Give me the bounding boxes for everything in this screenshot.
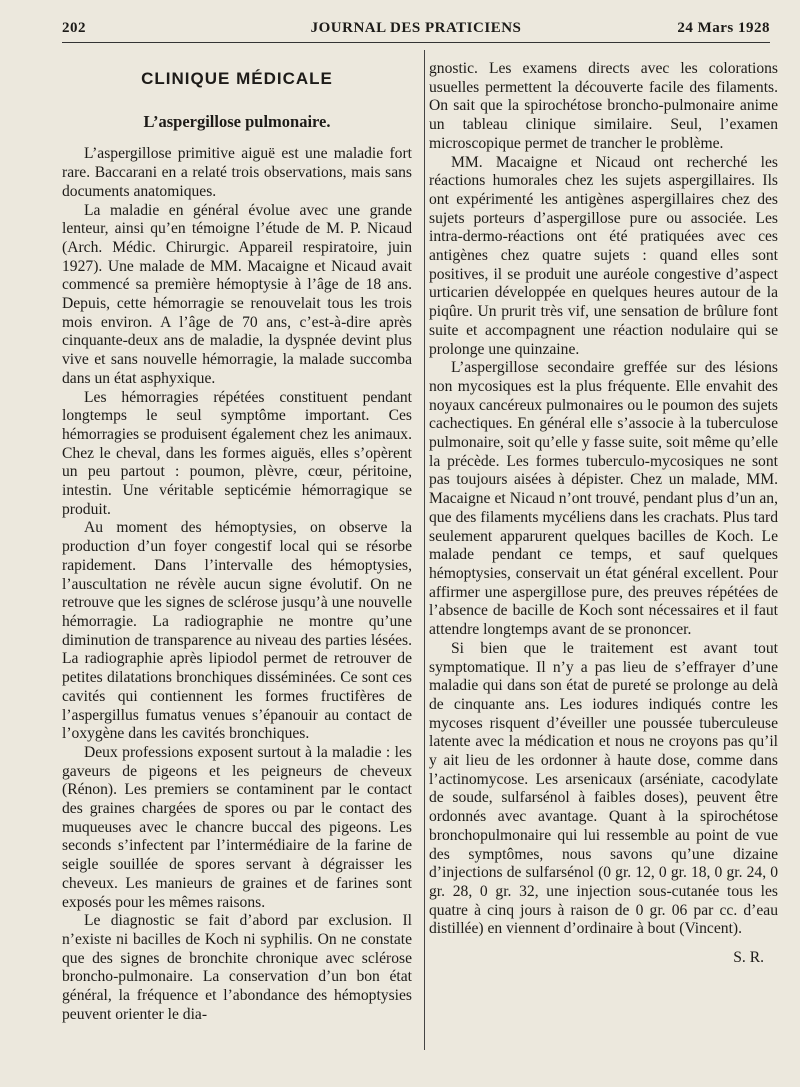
author-signature: S. R. (733, 949, 764, 967)
journal-title: JOURNAL DES PRATICIENS (310, 20, 522, 36)
column-divider (424, 50, 425, 1050)
page-number: 202 (62, 20, 86, 36)
paragraph-10: Si bien que le traitement est avant tout symptomatique. Il n’y a pas lieu de s’effrayer d’une maladie qui dans son état de pureté se prolonge au delà de cinquante ans. Les iodures indiqués contre les mycoses risquent d’éveiller une poussée tuberculeuse latente avec la médication et nous ne croyons pas qu’il y ait lieu de les ordonner à haute dose, comme dans l’actinomycose. Les arsenicaux (arséniate, cacodylate de soude, sulfarsénol à faibles doses), peuvent être ordonnés avec avantage. Quant à la spirochétose bronchopulmonaire qui lui ressemble au point de vue des symptômes, nous savons qu’une dizaine d’injections de sulfarsénol (0 gr. 12, 0 gr. 18, 0 gr. 24, 0 gr. 28, 0 gr. 32, une injection sous-cutanée tous les quatre à cinq jours à raison de 0 gr. 06 par cc. d’eau distillée) en viennent d’ordinaire à bout (Vincent). (429, 639, 778, 938)
paragraph-5: Deux professions exposent surtout à la maladie : les gaveurs de pigeons et les peigneurs de cheveux (Rénon). Les premiers se contaminent par le contact des graines chargées de spores ou par le contact des muqueuses avec le chancre buccal des pigeons. Les seconds s’infectent par l’intermédiaire de la farine de seigle souillée de spores servant à dégraisser les cheveux. Les manieurs de graines et de farines sont exposés pour les mêmes raisons. (62, 743, 412, 911)
right-column (429, 60, 778, 968)
paragraph-6: Le diagnostic se fait d’abord par exclusion. Il n’existe ni bacilles de Koch ni syphilis. On ne constate que des signes de bronchite chronique avec sclérose broncho-pulmonaire. La conservation d’un bon état général, la fréquence et l’abondance des hémoptysies peuvent orienter le dia- (62, 912, 412, 1023)
paragraph-2: La maladie en général évolue avec une grande lenteur, ainsi qu’en témoigne l’étude de M. P. Nicaud (Arch. Médic. Chirurgic. Appareil respiratoire, juin 1927). Une malade de MM. Macaigne et Nicaud avait commencé sa première hémoptysie à l’âge de 18 ans. Depuis, cette hémorragie se renouvelait tous les trois mois environ. A l’âge de 70 ans, c’est-à-dire après cinquante-deux ans de maladie, la dyspnée devint plus vive et sans nouvelle hémorragie, la malade succomba dans un état asphyxique. (62, 201, 412, 387)
paragraph-7: gnostic. Les examens directs avec les colorations usuelles permettent la découverte facile des filaments. On sait que la spirochétose broncho-pulmonaire anime un tableau clinique similaire. Seul, l’examen microscopique permet de trancher le problème. (429, 60, 778, 152)
paragraph-4: Au moment des hémoptysies, on observe la production d’un foyer congestif local qui se résorbe rapidement. Dans l’intervalle des hémoptysies, l’auscultation ne révèle aucun signe évolutif. On ne retrouve que les signes de sclérose jusqu’à une nouvelle hémorragie. La radiographie ne montre qu’une diminution de transparence au niveau des parties lésées. La radiographie après lipiodol permet de retrouver de petites dilatations bronchiques disséminées. Ce sont ces cavités qui contiennent les formes fructifères de l’aspergillus fumatus venues s’épanouir au contact de l’oxygène dans les cavités bronchiques. (62, 519, 412, 743)
article-title: L’aspergillose pulmonaire. (143, 111, 331, 131)
issue-date: 24 Mars 1928 (677, 20, 770, 36)
paragraph-9: L’aspergillose secondaire greffée sur des lésions non mycosiques est la plus fréquente. Elle envahit des noyaux cancéreux pulmonaires ou le poumon des sujets cachectiques. En général elle s’associe à la tuberculose pulmonaire, soit qu’elle y fasse suite, soit même qu’elle la précède. Les formes tuberculo-mycosiques ne sont pas toujours aisées à dépister. Chez un malade, MM. Macaigne et Nicaud n’ont trouvé, pendant plus d’un an, que des filaments mycéliens dans les crachats. Plus tard seulement apparurent quelques bacilles de Koch. Le malade pendant ce temps, et sauf quelques hémoptysies, conservait un état général excellent. Pour affirmer une aspergillose pure, des preuves répétées de l’absence de bacille de Koch sont nécessaires et il faut attendre longtemps avant de se prononcer. (429, 359, 778, 639)
section-heading: CLINIQUE MÉDICALE (141, 69, 333, 88)
paragraph-1: L’aspergillose primitive aiguë est une maladie fort rare. Baccarani en a relaté trois observations, mais sans documents anatomiques. (62, 145, 412, 200)
paragraph-8: MM. Macaigne et Nicaud ont recherché les réactions humorales chez les sujets aspergillaires. Ils ont expérimenté les antigènes aspergillaires chez des sujets porteurs d’aspergillose pure ou associée. Les intra-dermo-réactions ont été pratiquées avec ces antigènes chez quatre sujets : quand elles sont positives, il se produit une auréole congestive d’aspect urticarien développée en quelques heures autour de la piqûre. Un prurit très vif, une sensation de brûlure font suite et accompagnent une réaction nodulaire qui se prolonge une quinzaine. (429, 153, 778, 358)
running-header (62, 20, 770, 42)
left-column (62, 70, 412, 1024)
paragraph-3: Les hémorragies répétées constituent pendant longtemps le seul symptôme important. Ces hémorragies se produisent également chez les animaux. Chez le cheval, dans les formes aiguës, elles s’opèrent un peu partout : poumon, plèvre, cœur, péritoine, intestin. Une véritable septicémie hémorragique se produit. (62, 388, 412, 518)
header-rule (62, 42, 770, 43)
